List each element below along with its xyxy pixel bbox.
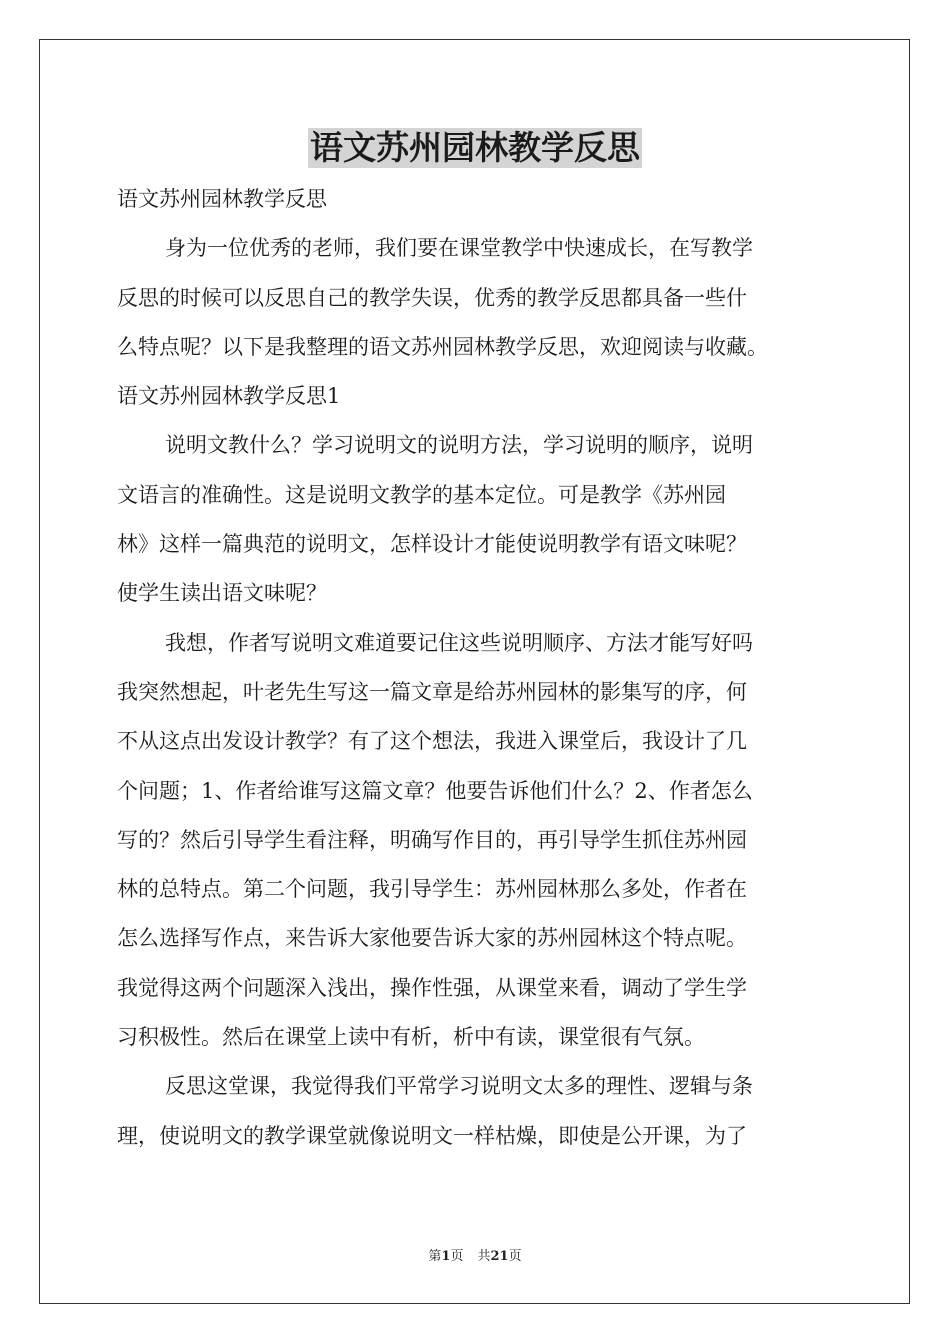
text-line: 说明文教什么？学习说明文的说明方法，学习说明的顺序，说明 <box>165 433 753 458</box>
page-number-suffix: 页 <box>450 1249 464 1264</box>
page-total: 21 <box>490 1249 509 1264</box>
text-line: 林的总特点。第二个问题，我引导学生：苏州园林那么多处，作者在 <box>117 877 747 902</box>
text-line: 习积极性。然后在课堂上读中有析，析中有读，课堂很有气氛。 <box>117 1025 705 1050</box>
text-line: 我想，作者写说明文难道要记住这些说明顺序、方法才能写好吗 <box>165 630 753 655</box>
text-line: 理，使说明文的教学课堂就像说明文一样枯燥，即使是公开课，为了 <box>117 1123 747 1148</box>
document-title: 语文苏州园林教学反思 <box>310 128 640 167</box>
text-line: 反思的时候可以反思自己的教学失误，优秀的教学反思都具备一些什 <box>117 285 747 310</box>
text-line: 我觉得这两个问题深入浅出，操作性强，从课堂来看，调动了学生学 <box>117 975 747 1000</box>
text-line: 我突然想起，叶老先生写这一篇文章是给苏州园林的影集写的序，何 <box>117 679 747 704</box>
page-number-prefix: 第 <box>428 1249 442 1264</box>
text-line: 使学生读出语文味呢？ <box>117 581 327 606</box>
page-footer <box>0 1248 950 1266</box>
text-line: 怎么选择写作点，来告诉大家他要告诉大家的苏州园林这个特点呢。 <box>117 926 747 951</box>
page-number-current: 1 <box>441 1249 451 1264</box>
text-line: 个问题；1、作者给谁写这篇文章？他要告诉他们什么？2、作者怎么 <box>117 778 753 803</box>
text-line: 不从这点出发设计教学？有了这个想法，我进入课堂后，我设计了几 <box>117 729 747 754</box>
title-container <box>0 128 950 168</box>
page-total-prefix: 共 <box>477 1249 491 1264</box>
document-body <box>117 175 842 1161</box>
text-line: 语文苏州园林教学反思1 <box>117 384 341 409</box>
text-line: 身为一位优秀的老师，我们要在课堂教学中快速成长，在写教学 <box>165 236 753 261</box>
text-line: 语文苏州园林教学反思 <box>117 187 327 211</box>
text-line: 反思这堂课，我觉得我们平常学习说明文太多的理性、逻辑与条 <box>165 1074 753 1099</box>
page-total-suffix: 页 <box>508 1249 522 1264</box>
text-line: 写的？然后引导学生看注释，明确写作目的，再引导学生抓住苏州园 <box>117 827 747 852</box>
text-line: 么特点呢？以下是我整理的语文苏州园林教学反思，欢迎阅读与收藏。 <box>117 334 768 359</box>
text-line: 文语言的准确性。这是说明文教学的基本定位。可是教学《苏州园 <box>117 482 726 507</box>
text-line: 林》这样一篇典范的说明文，怎样设计才能使说明教学有语文味呢？ <box>117 532 747 557</box>
